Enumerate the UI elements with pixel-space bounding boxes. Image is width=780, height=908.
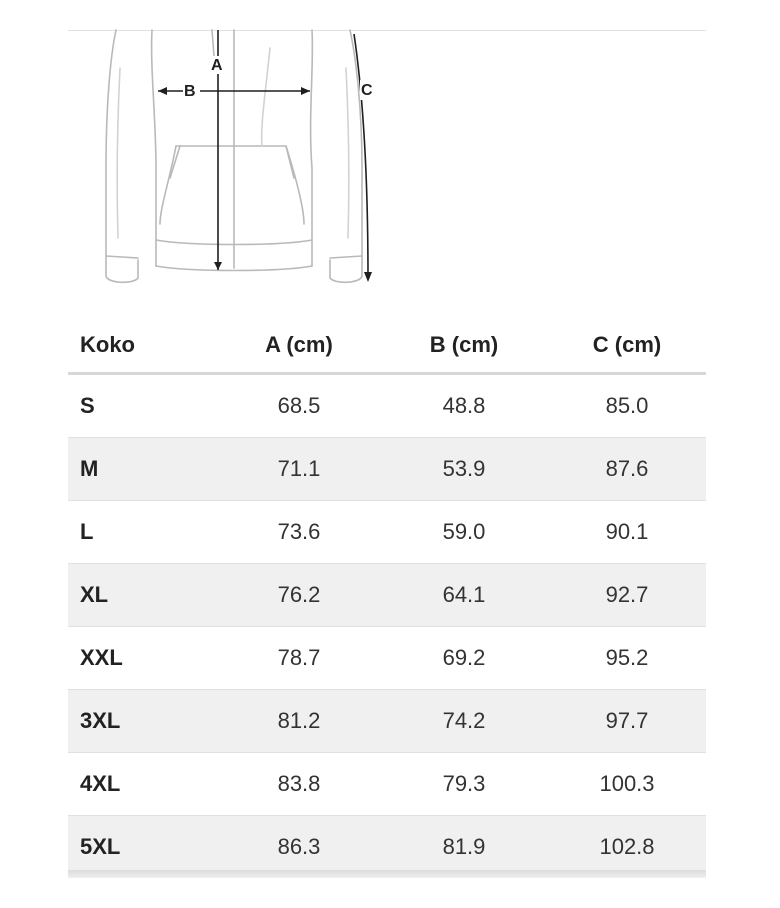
- cell-a: 83.8: [218, 753, 380, 816]
- cell-size: XL: [68, 564, 218, 627]
- cell-b: 79.3: [380, 753, 548, 816]
- cell-a: 81.2: [218, 690, 380, 753]
- cell-b: 53.9: [380, 438, 548, 501]
- bottom-divider: [68, 870, 706, 877]
- cell-a: 78.7: [218, 627, 380, 690]
- table-row: [68, 564, 706, 627]
- cell-b: 64.1: [380, 564, 548, 627]
- header-b: B (cm): [380, 318, 548, 374]
- cell-c: 102.8: [548, 816, 706, 879]
- diagram-label-a: A: [211, 57, 223, 74]
- cell-c: 87.6: [548, 438, 706, 501]
- header-c: C (cm): [548, 318, 706, 374]
- cell-size: 4XL: [68, 753, 218, 816]
- cell-b: 74.2: [380, 690, 548, 753]
- cell-a: 68.5: [277, 393, 321, 418]
- cell-c: 97.7: [548, 690, 706, 753]
- table-row: [68, 438, 706, 501]
- cell-a: 86.3: [218, 816, 380, 879]
- table-row: [68, 374, 706, 438]
- cell-a: 76.2: [218, 564, 380, 627]
- cell-c: 92.7: [548, 564, 706, 627]
- cell-a: 73.6: [218, 501, 380, 564]
- header-size: Koko: [68, 318, 218, 374]
- cell-size: 5XL: [68, 816, 218, 879]
- cell-size: 3XL: [68, 690, 218, 753]
- cell-size: S: [80, 393, 95, 418]
- table-row: [68, 753, 706, 816]
- cell-c: 90.1: [548, 501, 706, 564]
- diagram-label-b: B: [184, 83, 196, 100]
- table-header-row: [68, 318, 706, 374]
- cell-size: XXL: [68, 627, 218, 690]
- cell-a: 71.1: [218, 438, 380, 501]
- cell-b: 69.2: [380, 627, 548, 690]
- hoodie-measurement-diagram: [90, 28, 390, 290]
- cell-b: 81.9: [380, 816, 548, 879]
- cell-b: 59.0: [380, 501, 548, 564]
- size-chart-table: [68, 318, 706, 878]
- diagram-label-c: C: [361, 82, 373, 99]
- table-row: [68, 627, 706, 690]
- hoodie-outline-icon: [90, 28, 390, 290]
- table-row: [68, 501, 706, 564]
- cell-size: M: [68, 438, 218, 501]
- header-a: A (cm): [218, 318, 380, 374]
- cell-c: 85.0: [605, 393, 649, 418]
- cell-b: 48.8: [442, 393, 486, 418]
- cell-size: L: [68, 501, 218, 564]
- table-row: [68, 690, 706, 753]
- cell-c: 100.3: [548, 753, 706, 816]
- table-row: [68, 816, 706, 879]
- cell-c: 95.2: [548, 627, 706, 690]
